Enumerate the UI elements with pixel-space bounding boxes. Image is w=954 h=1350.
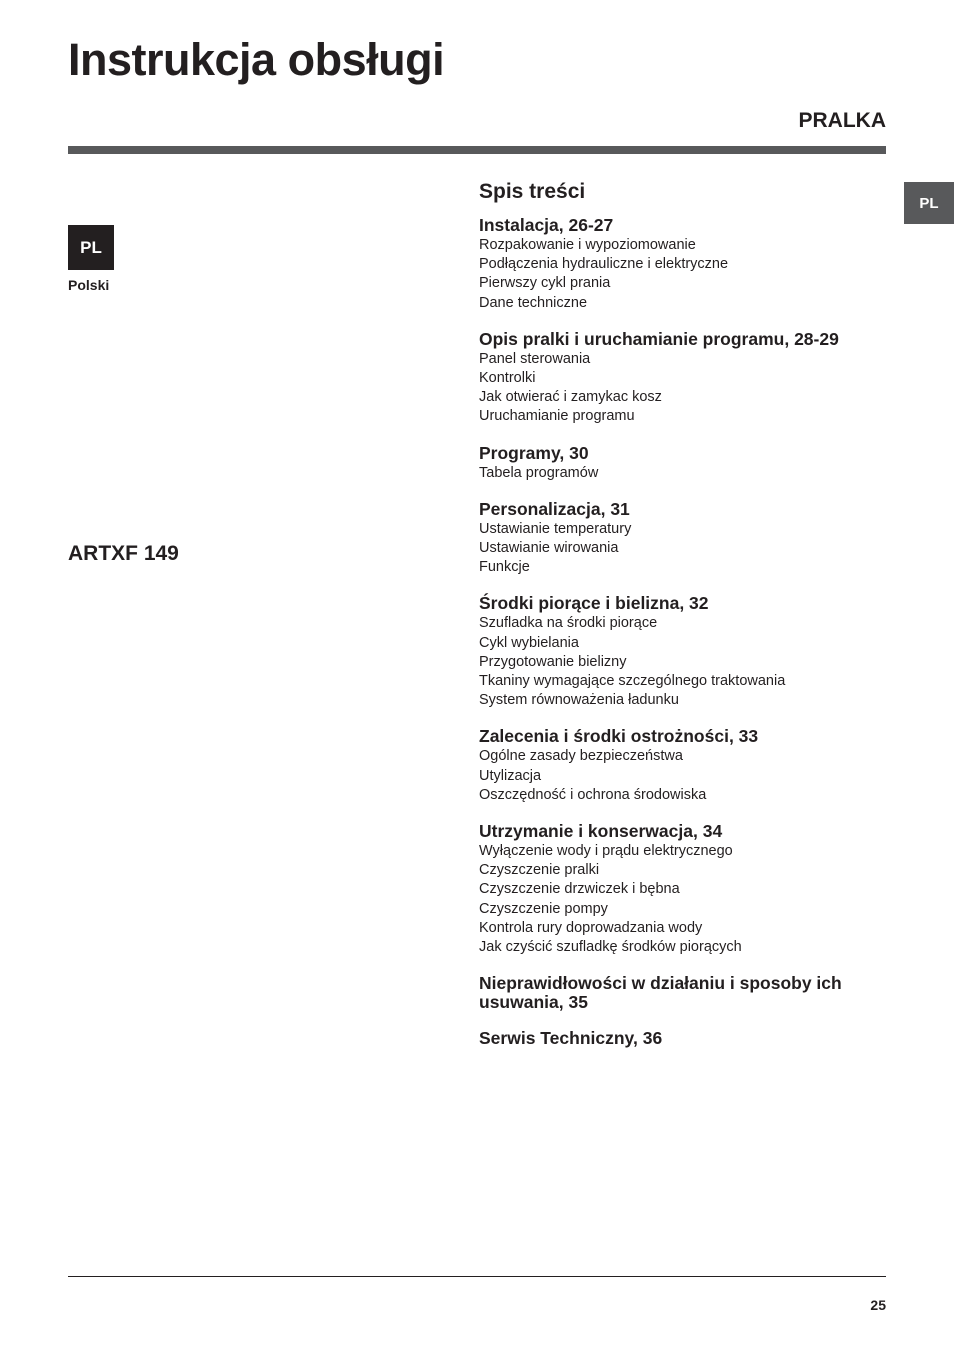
toc-section-item: Funkcje <box>479 559 530 576</box>
toc-section-item: Rozpakowanie i wypoziomowanie <box>479 237 696 253</box>
table-of-contents <box>479 178 889 1065</box>
toc-section-item: Kontrola rury doprowadzania wody <box>479 919 703 936</box>
toc-section-title: Programy, 30 <box>479 442 589 463</box>
toc-section-item: Panel sterowania <box>479 350 591 367</box>
toc-section-item: Dane techniczne <box>479 294 588 311</box>
toc-section <box>479 822 889 957</box>
page-number: 25 <box>870 1297 886 1313</box>
toc-section-item: Podłączenia hydrauliczne i elektryczne <box>479 256 729 273</box>
toc-section-item: Czyszczenie pompy <box>479 900 608 917</box>
toc-section-item: Przygotowanie bielizny <box>479 653 627 670</box>
toc-section-title: Utrzymanie i konserwacja, 34 <box>479 821 723 842</box>
toc-section-title: Nieprawidłowości w działaniu i sposoby ich usuwania, 35 <box>479 973 842 1013</box>
toc-section <box>479 444 889 483</box>
toc-section <box>479 974 889 1012</box>
toc-section-item: Czyszczenie drzwiczek i bębna <box>479 881 680 898</box>
page-title: Instrukcja obsługi <box>68 34 445 85</box>
toc-section-item: System równoważenia ładunku <box>479 692 679 709</box>
model-number: ARTXF 149 <box>68 542 179 565</box>
toc-section-item: Pierwszy cykl prania <box>479 275 611 292</box>
toc-section-item: Uruchamianie programu <box>479 408 635 425</box>
toc-section-item: Oszczędność i ochrona środowiska <box>479 786 707 803</box>
toc-section-item: Czyszczenie pralki <box>479 862 600 879</box>
toc-section-item: Szufladka na środki piorące <box>479 615 658 632</box>
toc-section-title: Instalacja, 26-27 <box>479 215 614 235</box>
toc-section <box>479 330 889 427</box>
header-rule <box>68 146 886 154</box>
toc-sections <box>479 216 889 1048</box>
toc-section-item: Kontrolki <box>479 370 536 387</box>
toc-section <box>479 216 889 313</box>
toc-section-item: Ustawianie temperatury <box>479 520 632 537</box>
toc-section-item: Ustawianie wirowania <box>479 540 619 557</box>
footer-rule <box>68 1276 886 1277</box>
toc-section-title: Środki piorące i bielizna, 32 <box>479 593 709 614</box>
toc-section-item: Jak otwierać i zamykac kosz <box>479 389 662 406</box>
product-label: PRALKA <box>798 109 886 132</box>
toc-section <box>479 1029 889 1048</box>
toc-section-title: Zalecenia i środki ostrożności, 33 <box>479 726 759 747</box>
toc-section-item: Tkaniny wymagające szczególnego traktowania <box>479 673 786 690</box>
toc-heading: Spis treści <box>479 180 586 203</box>
toc-section-item: Tabela programów <box>479 464 599 481</box>
toc-section-title: Opis pralki i uruchamianie programu, 28-29 <box>479 328 839 349</box>
toc-section <box>479 594 889 710</box>
toc-section-item: Jak czyścić szufladkę środków piorących <box>479 939 742 956</box>
language-side-tab: PL <box>904 182 954 224</box>
toc-section-item: Cykl wybielania <box>479 634 579 651</box>
toc-section-title: Personalizacja, 31 <box>479 498 630 519</box>
toc-section-item: Utylizacja <box>479 767 542 784</box>
toc-section <box>479 727 889 805</box>
language-badge: PL <box>68 225 114 270</box>
toc-section-title: Serwis Techniczny, 36 <box>479 1028 663 1049</box>
toc-section-item: Wyłączenie wody i prądu elektrycznego <box>479 843 733 860</box>
toc-section-item: Ogólne zasady bezpieczeństwa <box>479 748 683 765</box>
language-name: Polski <box>68 277 110 293</box>
toc-section <box>479 500 889 578</box>
